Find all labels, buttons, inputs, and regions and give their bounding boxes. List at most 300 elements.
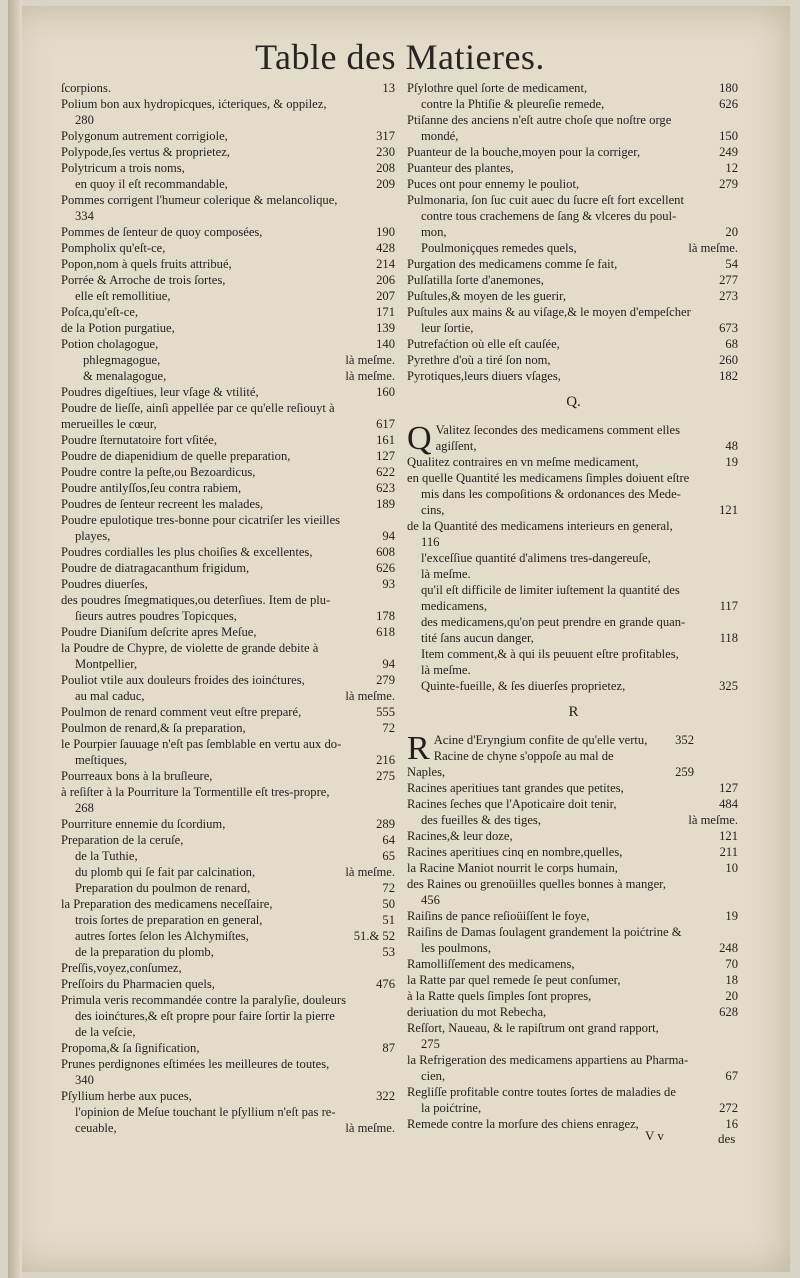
list-item — [407, 420, 740, 457]
entry-page: 608 — [376, 545, 395, 559]
entry-text: Puanteur des plantes, — [407, 161, 514, 175]
list-item — [61, 944, 397, 960]
entry-text: phlegmagogue, — [83, 353, 161, 367]
entry-page: 16 — [725, 1117, 738, 1131]
entry-page: 230 — [376, 145, 395, 159]
list-item — [61, 720, 397, 736]
entry-page: 626 — [719, 97, 738, 111]
list-item — [407, 956, 740, 972]
list-item — [407, 1084, 740, 1100]
entry-text: Poudres diuerſes, — [61, 577, 148, 591]
list-item — [61, 1024, 397, 1040]
entry-text: 456 — [421, 893, 440, 907]
entry-page: 94 — [382, 657, 395, 671]
entry-page: 209 — [376, 177, 395, 191]
list-item — [407, 892, 740, 908]
entry-text: Pouliot vtile aux douleurs froides des ioinćtures, — [61, 673, 305, 687]
list-item — [61, 208, 397, 224]
list-item — [61, 1104, 397, 1120]
signature-mark: V v — [645, 1128, 664, 1143]
entry-text: là meſme. — [421, 567, 471, 581]
entry-text: du plomb qui ſe fait par calcination, — [75, 865, 256, 879]
entry-text: Poudre Dianiſum deſcrite apres Meſue, — [61, 625, 257, 639]
entry-page: 70 — [725, 957, 738, 971]
entry-text: Item comment,& à qui ils peuuent eſtre profitables, — [421, 647, 679, 661]
list-item — [61, 224, 397, 240]
entry-text: Poulmoniçques remedes quels, — [421, 241, 577, 255]
entry-text: la Refrigeration des medicamens appartiens au Pharma- — [407, 1053, 689, 1067]
entry-text: 334 — [75, 209, 94, 223]
entry-text: Racines aperitiues tant grandes que petites, — [407, 781, 624, 795]
list-item — [61, 1008, 397, 1024]
entry-page: 127 — [719, 781, 738, 795]
list-item — [407, 80, 740, 96]
list-item — [61, 928, 397, 944]
entry-page: 626 — [376, 561, 395, 575]
entry-page: 476 — [376, 977, 395, 991]
entry-text: des medicamens,qu'on peut prendre en grande quan- — [421, 615, 686, 629]
entry-text: qu'il eſt difficile de limiter iuſtement la quantité des — [421, 583, 680, 597]
entry-page: 317 — [376, 129, 395, 143]
entry-text: deriuation du mot Rebecha, — [407, 1005, 547, 1019]
entry-text: 275 — [421, 1037, 440, 1051]
entry-page: 18 — [725, 973, 738, 987]
list-item — [407, 796, 740, 812]
list-item — [407, 646, 740, 662]
entry-page: 216 — [376, 753, 395, 767]
list-item — [61, 304, 397, 320]
entry-text: à reſiſter à la Pourriture la Tormentille eſt tres-propre, — [61, 785, 330, 799]
entry-text: Raiſins de pance reſioüiſſent le foye, — [407, 909, 590, 923]
entry-text: Montpellier, — [75, 657, 138, 671]
list-item — [61, 912, 397, 928]
entry-page: 275 — [376, 769, 395, 783]
entry-page: 628 — [719, 1005, 738, 1019]
entry-page: 207 — [376, 289, 395, 303]
entry-page: 150 — [719, 129, 738, 143]
entry-text: meſtiques, — [75, 753, 128, 767]
entry-page: 139 — [376, 321, 395, 335]
entry-text: 340 — [75, 1073, 94, 1087]
list-item — [61, 576, 397, 592]
entry-text: Poudre antilyſſos,ſeu contra rabiem, — [61, 481, 242, 495]
entry-text: les poulmons, — [421, 941, 491, 955]
entry-text: là meſme. — [421, 663, 471, 677]
list-item — [407, 1068, 740, 1084]
list-item — [61, 544, 397, 560]
entry-text: Ptiſanne des anciens n'eſt autre choſe que noſtre orge — [407, 113, 672, 127]
entry-text: au mal caduc, — [75, 689, 145, 703]
entry-text: des poudres ſmegmatiques,ou deterſiues. Item de plu- — [61, 593, 331, 607]
entry-text: Pommes corrigent l'humeur colerique & melancolique, — [61, 193, 338, 207]
list-item — [61, 1088, 397, 1104]
list-item — [61, 96, 397, 112]
list-item — [61, 144, 397, 160]
entry-page: 67 — [725, 1069, 738, 1083]
list-item — [407, 454, 740, 470]
list-item — [407, 812, 740, 828]
entry-page: 623 — [376, 481, 395, 495]
entry-text: Raiſins de Damas ſoulagent grandement la poićtrine & — [407, 925, 682, 939]
list-item — [61, 832, 397, 848]
list-item — [61, 1120, 397, 1136]
entry-page: 117 — [719, 599, 738, 613]
list-item — [407, 828, 740, 844]
list-item — [407, 940, 740, 956]
entry-page: 428 — [376, 241, 395, 255]
index-column-right — [407, 80, 740, 1132]
list-item — [407, 368, 740, 384]
list-item — [61, 384, 397, 400]
entry-text: Porrée & Arroche de trois ſortes, — [61, 273, 226, 287]
entry-text: Putrefaćtion où elle eſt cauſée, — [407, 337, 560, 351]
entry-page: 273 — [719, 289, 738, 303]
entry-text: Puanteur de la bouche,moyen pour la corriger, — [407, 145, 641, 159]
list-item — [407, 176, 740, 192]
entry-page: 279 — [376, 673, 395, 687]
entry-text: Pourreaux bons à la bruſleure, — [61, 769, 213, 783]
entry-text: Puſtules,& moyen de les guerir, — [407, 289, 566, 303]
list-item — [407, 518, 740, 534]
list-item — [407, 224, 740, 240]
entry-text: de la Tuthie, — [75, 849, 138, 863]
list-item — [407, 1020, 740, 1036]
entry-text: ſieurs autres poudres Topicques, — [75, 609, 237, 623]
entry-page: là meſme. — [345, 1121, 395, 1135]
entry-text: Propoma,& ſa ſignification, — [61, 1041, 200, 1055]
list-item — [407, 486, 740, 502]
entry-page: là meſme. — [345, 369, 395, 383]
entry-page: 64 — [382, 833, 395, 847]
list-item — [407, 240, 740, 256]
entry-text: la poićtrine, — [421, 1101, 482, 1115]
list-item — [407, 614, 740, 630]
list-item — [407, 352, 740, 368]
entry-text: Remede contre la morſure des chiens enragez, — [407, 1117, 639, 1131]
entry-page: 161 — [376, 433, 395, 447]
entry-text: autres ſortes ſelon les Alchymiſtes, — [75, 929, 249, 943]
entry-text: Poudres de ſenteur recreent les malades, — [61, 497, 264, 511]
list-item — [407, 972, 740, 988]
list-item — [407, 272, 740, 288]
entry-page: 72 — [382, 721, 395, 735]
entry-text: Poſca,qu'eſt-ce, — [61, 305, 139, 319]
entry-text: Puces ont pour ennemy le pouliot, — [407, 177, 580, 191]
list-item — [61, 160, 397, 176]
list-item — [61, 800, 397, 816]
list-item — [61, 864, 397, 880]
entry-text: Poudre de diapenidium de quelle preparation, — [61, 449, 291, 463]
entries-p-continued — [407, 80, 740, 384]
list-item — [61, 1040, 397, 1056]
entry-text: Ramolliſſement des medicamens, — [407, 957, 575, 971]
entry-text: la Racine Maniot nourrit le corps humain, — [407, 861, 618, 875]
list-item — [61, 784, 397, 800]
list-item — [61, 464, 397, 480]
entry-page: 618 — [376, 625, 395, 639]
entry-page: 171 — [376, 305, 395, 319]
list-item — [407, 844, 740, 860]
section-letter-q: Q. — [566, 394, 581, 410]
entry-page: 352 — [675, 733, 694, 747]
list-item — [61, 480, 397, 496]
list-item — [61, 192, 397, 208]
list-item — [407, 208, 740, 224]
entry-page: 65 — [382, 849, 395, 863]
entry-page: 13 — [382, 81, 395, 95]
entry-text: Polytricum a trois noms, — [61, 161, 185, 175]
entry-page: 673 — [719, 321, 738, 335]
list-item — [407, 144, 740, 160]
list-item — [407, 128, 740, 144]
list-item — [61, 1072, 397, 1088]
list-item — [61, 240, 397, 256]
entry-page: 19 — [725, 909, 738, 923]
entry-text: Racines ſeches que l'Apoticaire doit tenir, — [407, 797, 617, 811]
list-item — [407, 1116, 740, 1132]
list-item — [61, 112, 397, 128]
list-item — [407, 1100, 740, 1116]
entry-page: 617 — [376, 417, 395, 431]
entry-page: 484 — [719, 797, 738, 811]
entry-page: 48 — [725, 439, 738, 453]
entry-page: 178 — [376, 609, 395, 623]
entry-text: mondé, — [421, 129, 459, 143]
list-item — [407, 630, 740, 646]
list-item — [407, 598, 740, 614]
entries-r — [407, 780, 740, 1132]
entry-text: Poudres digeſtiues, leur vſage & vtilité, — [61, 385, 259, 399]
entry-page: 214 — [376, 257, 395, 271]
entry-text: Reſſort, Naueau, & le rapiſtrum ont grand rapport, — [407, 1021, 659, 1035]
entry-text: Polygonum autrement corrigiole, — [61, 129, 228, 143]
entry-page: là meſme. — [688, 813, 738, 827]
entry-page: 93 — [382, 577, 395, 591]
entry-text: agiſſent, — [435, 439, 477, 453]
page-gutter — [8, 0, 22, 1278]
dropcap-r: R — [407, 730, 430, 767]
list-item — [61, 960, 397, 976]
entry-page: là meſme. — [345, 353, 395, 367]
list-item — [407, 96, 740, 112]
entry-page: 94 — [382, 529, 395, 543]
entry-text: la Preparation des medicamens neceſſaire, — [61, 897, 273, 911]
entry-page: 279 — [719, 177, 738, 191]
entry-text: de la preparation du plomb, — [75, 945, 214, 959]
entry-text: medicamens, — [421, 599, 488, 613]
entry-page: là meſme. — [345, 865, 395, 879]
list-item — [61, 528, 397, 544]
entry-page: 19 — [725, 455, 738, 469]
entry-text: de la veſcie, — [75, 1025, 136, 1039]
list-item — [61, 880, 397, 896]
entry-text: Preparation du poulmon de renard, — [75, 881, 251, 895]
entry-text: Pſyllium herbe aux puces, — [61, 1089, 192, 1103]
entry-page: 118 — [719, 631, 738, 645]
list-item — [407, 1052, 740, 1068]
entry-text: mon, — [421, 225, 447, 239]
list-item — [407, 160, 740, 176]
section-letter-r: R — [568, 704, 579, 720]
entry-text: Polypode,ſes vertus & proprietez, — [61, 145, 230, 159]
entry-page: 160 — [376, 385, 395, 399]
entry-page: 555 — [376, 705, 395, 719]
entry-text: ſcorpions. — [61, 81, 112, 95]
dropcap-q: Q — [407, 420, 432, 457]
entry-text: 116 — [421, 535, 440, 549]
list-item — [61, 656, 397, 672]
list-item — [61, 288, 397, 304]
list-item — [407, 470, 740, 486]
entry-page: 54 — [725, 257, 738, 271]
entry-text: en quoy il eſt recommandable, — [75, 177, 228, 191]
entry-page: 208 — [376, 161, 395, 175]
entry-text: Preſſoirs du Pharmacien quels, — [61, 977, 215, 991]
entry-page: 72 — [382, 881, 395, 895]
entry-page: 289 — [376, 817, 395, 831]
entry-text: des fueilles & des tiges, — [421, 813, 541, 827]
entry-text: & menalagogue, — [83, 369, 167, 383]
list-item — [61, 400, 397, 416]
list-item — [61, 512, 397, 528]
list-item — [407, 582, 740, 598]
list-item — [61, 1056, 397, 1072]
entry-text: des ioinćtures,& eſt propre pour faire ſortir la pierre — [75, 1009, 335, 1023]
entry-text: Pourriture ennemie du ſcordium, — [61, 817, 226, 831]
list-item — [61, 848, 397, 864]
entry-page: 277 — [719, 273, 738, 287]
entry-page: 322 — [376, 1089, 395, 1103]
entry-text: Poudre de lieſſe, ainſi appellée par ce qu'elle reſiouyt à — [61, 401, 335, 415]
entry-text: Puſtules aux mains & au viſage,& le moyen d'empeſcher — [407, 305, 691, 319]
entry-page: 248 — [719, 941, 738, 955]
list-item — [407, 534, 740, 550]
entry-text: le Pourpier ſauuage n'eſt pas ſemblable en vertu aux do- — [61, 737, 342, 751]
entry-text: Primula veris recommandée contre la paralyſie, douleurs — [61, 993, 347, 1007]
list-item — [61, 320, 397, 336]
entry-text: cins, — [421, 503, 445, 517]
entry-text: Pulſatilla ſorte d'anemones, — [407, 273, 544, 287]
entry-text: la Ratte par quel remede ſe peut conſumer, — [407, 973, 621, 987]
entry-page: 206 — [376, 273, 395, 287]
list-item — [407, 336, 740, 352]
entry-text: Racines,& leur doze, — [407, 829, 513, 843]
entry-page: 189 — [376, 497, 395, 511]
entry-page: 140 — [376, 337, 395, 351]
list-item — [61, 272, 397, 288]
list-item — [407, 320, 740, 336]
list-item — [407, 1036, 740, 1052]
list-item — [407, 502, 740, 518]
entry-text: merueilles le cœur, — [61, 417, 157, 431]
entry-text: Popon,nom à quels fruits attribué, — [61, 257, 232, 271]
entry-text: l'opinion de Meſue touchant le pſyllium n'eſt pas re- — [75, 1105, 336, 1119]
entry-page: 20 — [725, 989, 738, 1003]
entry-text: Qualitez contraires en vn meſme medicament, — [407, 455, 639, 469]
entry-text: de la Potion purgatiue, — [61, 321, 175, 335]
list-item — [61, 992, 397, 1008]
entry-page: 51 — [382, 913, 395, 927]
entry-page: 121 — [719, 829, 738, 843]
entry-text: Pyrotiques,leurs diuers vſages, — [407, 369, 561, 383]
list-item — [61, 640, 397, 656]
list-item — [61, 608, 397, 624]
entry-page: 249 — [719, 145, 738, 159]
entry-page: 87 — [382, 1041, 395, 1055]
entry-page: 10 — [725, 861, 738, 875]
entry-text: des Raines ou grenoüilles quelles bonnes à manger, — [407, 877, 667, 891]
entry-text: elle eſt remollitiue, — [75, 289, 171, 303]
entry-text: Purgation des medicamens comme ſe fait, — [407, 257, 618, 271]
entry-page: 272 — [719, 1101, 738, 1115]
list-item — [61, 816, 397, 832]
entry-text: Polium bon aux hydropicques, ićteriques, & oppilez, — [61, 97, 327, 111]
list-item — [61, 624, 397, 640]
entry-text: Quinte-fueille, & ſes diuerſes proprietez, — [421, 679, 626, 693]
entry-page: 325 — [719, 679, 738, 693]
list-item — [61, 976, 397, 992]
entry-text: Pyrethre d'où a tiré ſon nom, — [407, 353, 551, 367]
list-item — [61, 352, 397, 368]
entry-text: Preſſis,voyez,conſumez, — [61, 961, 182, 975]
list-item — [61, 176, 397, 192]
entry-text: de la Quantité des medicamens interieurs en general, — [407, 519, 673, 533]
list-item — [61, 704, 397, 720]
entry-text: la Poudre de Chypre, de violette de grande debite à — [61, 641, 319, 655]
entry-page: 50 — [382, 897, 395, 911]
index-column-left — [61, 80, 397, 1136]
entry-text: contre tous crachemens de ſang & vlceres du poul- — [421, 209, 677, 223]
list-item — [61, 336, 397, 352]
entry-text: Poulmon de renard comment veut eſtre preparé, — [61, 705, 302, 719]
entry-page: 211 — [719, 845, 738, 859]
entry-text: contre la Phtiſie & pleureſie remede, — [421, 97, 605, 111]
entry-text: Prunes perdignones eſtimées les meilleures de toutes, — [61, 1057, 330, 1071]
list-item — [407, 304, 740, 320]
catchword: des — [718, 1131, 736, 1146]
entry-text: Poudre contre la peſte,ou Bezoardicus, — [61, 465, 256, 479]
list-item — [407, 662, 740, 678]
entry-text: Pommes de ſenteur de quoy composées, — [61, 225, 263, 239]
list-item — [407, 678, 740, 694]
list-item — [407, 988, 740, 1004]
entry-page: 12 — [725, 161, 738, 175]
list-item — [61, 80, 397, 96]
entry-page: 180 — [719, 81, 738, 95]
list-item — [61, 672, 397, 688]
entry-text: Valitez ſecondes des medicamens comment elles — [435, 423, 681, 437]
entry-text: 268 — [75, 801, 94, 815]
entry-page: 53 — [382, 945, 395, 959]
entry-text: Poudre ſternutatoire fort vſitée, — [61, 433, 217, 447]
list-item — [61, 688, 397, 704]
entry-text: Pſylothre quel ſorte de medicament, — [407, 81, 588, 95]
page-title: Table des Matieres. — [255, 37, 545, 77]
entry-page: 121 — [719, 503, 738, 517]
list-item — [407, 876, 740, 892]
entry-text: Preparation de la ceruſe, — [61, 833, 184, 847]
entry-text: Poudres cordialles les plus choiſies & excellentes, — [61, 545, 313, 559]
list-item — [61, 256, 397, 272]
entry-text: Regliſſe profitable contre toutes ſortes de maladies de — [407, 1085, 676, 1099]
entry-page: 259 — [675, 765, 694, 779]
entry-text: mis dans les compoſitions & ordonances des Mede- — [421, 487, 681, 501]
list-item — [61, 560, 397, 576]
list-item — [407, 732, 740, 780]
list-item — [61, 496, 397, 512]
entry-text: Potion cholagogue, — [61, 337, 159, 351]
list-item — [61, 128, 397, 144]
